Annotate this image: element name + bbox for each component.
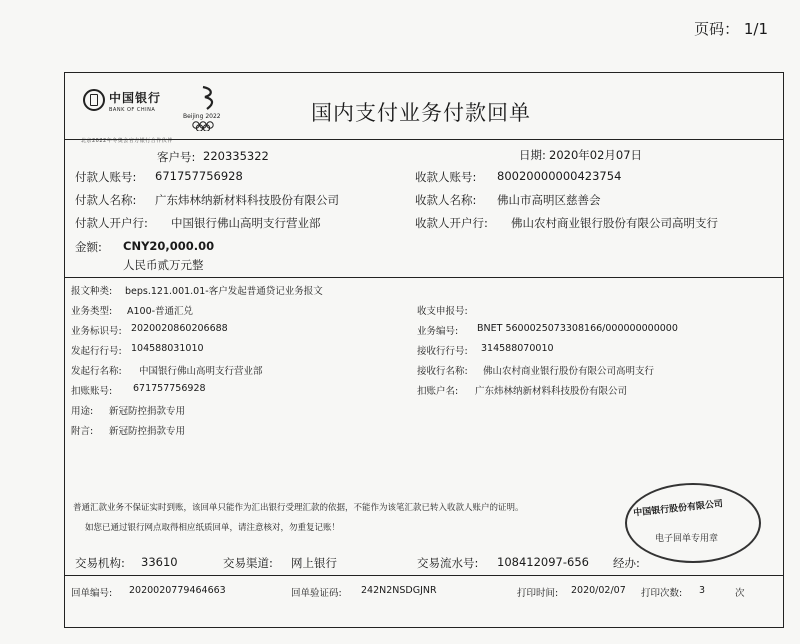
- amount-divider: [65, 277, 783, 278]
- payer-bank-label: 付款人开户行:: [75, 216, 148, 230]
- print-time-label: 打印时间:: [517, 588, 559, 599]
- footer-divider: [65, 575, 783, 576]
- stamp-bank-name: 中国银行股份有限公司: [632, 499, 724, 519]
- payer-account: 671757756928: [155, 169, 243, 183]
- serial-label: 业务编号:: [417, 326, 459, 337]
- header-divider: [65, 139, 783, 140]
- bank-name-cn: 中国银行: [109, 91, 162, 105]
- biz-id: 2020020860206688: [131, 323, 228, 334]
- document-title: 国内支付业务付款回单: [311, 101, 531, 125]
- payer-account-label: 付款人账号:: [75, 170, 137, 184]
- msg-type: beps.121.001.01-客户发起普通贷记业务报文: [125, 286, 323, 297]
- print-count-label: 打印次数:: [641, 588, 683, 599]
- txn-serial: 108412097-656: [497, 555, 589, 569]
- bank-seal-stamp: [625, 483, 761, 563]
- biz-type: A100-普通汇兑: [127, 306, 194, 317]
- txn-serial-label: 交易流水号:: [417, 556, 479, 570]
- verify-code: 242N2NSDGJNR: [361, 585, 437, 596]
- stamp-purpose: 电子回单专用章: [655, 534, 719, 544]
- debit-acct-label: 扣账账号:: [71, 386, 113, 397]
- receipt-ref-label: 收支申报号:: [417, 306, 468, 317]
- postscript-label: 附言:: [71, 426, 94, 437]
- orig-bank-name-label: 发起行名称:: [71, 366, 122, 377]
- credit-name-label: 扣账户名:: [417, 386, 459, 397]
- payee-name-label: 收款人名称:: [415, 193, 477, 207]
- payee-account-label: 收款人账号:: [415, 170, 477, 184]
- payer-bank: 中国银行佛山高明支行营业部: [171, 216, 321, 230]
- notice-line-1: 普通汇款业务不保证实时到账，该回单只能作为汇出银行受理汇款的依据，不能作为该笔汇款已转入收款人账户的证明。: [73, 503, 524, 513]
- bank-name-en: BANK OF CHINA: [109, 107, 156, 113]
- receipt-no-label: 回单编号:: [71, 588, 113, 599]
- trade-channel: 网上银行: [291, 556, 337, 570]
- trade-channel-label: 交易渠道:: [223, 556, 273, 570]
- payee-account: 80020000000423754: [497, 169, 622, 183]
- date-value: 2020年02月07日: [549, 148, 643, 162]
- debit-acct: 671757756928: [133, 383, 206, 394]
- recv-bank-name: 佛山农村商业银行股份有限公司高明支行: [483, 366, 655, 377]
- amount-label: 金额:: [75, 240, 102, 254]
- handler-label: 经办:: [613, 556, 640, 570]
- postscript: 新冠防控捐款专用: [109, 426, 186, 437]
- olympic-caption: Beijing 2022: [183, 113, 221, 120]
- amount-value: CNY20,000.00: [123, 239, 215, 253]
- print-count-unit: 次: [735, 588, 745, 599]
- trade-org-label: 交易机构:: [75, 556, 125, 570]
- purpose: 新冠防控捐款专用: [109, 406, 186, 417]
- trade-org: 33610: [141, 555, 178, 569]
- print-count: 3: [699, 585, 706, 596]
- msg-type-label: 报文种类:: [71, 286, 113, 297]
- verify-code-label: 回单验证码:: [291, 588, 342, 599]
- bank-of-china-logo-icon: [83, 89, 105, 111]
- payer-name: 广东炜林纳新材料科技股份有限公司: [155, 193, 339, 207]
- recv-bank-no-label: 接收行行号:: [417, 346, 468, 357]
- bank-logo-area: [79, 81, 279, 144]
- purpose-label: 用途:: [71, 406, 94, 417]
- print-time: 2020/02/07: [571, 585, 626, 596]
- biz-id-label: 业务标识号:: [71, 326, 122, 337]
- serial: BNET 5600025073308166/000000000000: [477, 323, 678, 334]
- payee-bank: 佛山农村商业银行股份有限公司高明支行: [511, 216, 718, 230]
- recv-bank-name-label: 接收行名称:: [417, 366, 468, 377]
- recv-bank-no: 314588070010: [481, 343, 554, 354]
- payment-receipt: [64, 72, 784, 628]
- orig-bank-no-label: 发起行行号:: [71, 346, 122, 357]
- payer-name-label: 付款人名称:: [75, 193, 137, 207]
- payee-name: 佛山市高明区慈善会: [497, 193, 601, 207]
- logo-caption: 北京2022年冬奥会官方银行合作伙伴: [81, 138, 173, 144]
- date-label: 日期:: [519, 148, 546, 162]
- receipt-no: 2020020779464663: [129, 585, 226, 596]
- credit-name: 广东炜林纳新材料科技股份有限公司: [475, 386, 628, 397]
- biz-type-label: 业务类型:: [71, 306, 113, 317]
- customer-no: 220335322: [203, 149, 269, 163]
- notice-line-2: 如您已通过银行网点取得相应纸质回单，请注意核对，勿重复记账！: [85, 523, 341, 533]
- amount-words: 人民币贰万元整: [123, 258, 204, 272]
- page-number: 页码： 1/1: [694, 20, 768, 38]
- orig-bank-no: 104588031010: [131, 343, 204, 354]
- olympic-emblem-icon: [183, 83, 231, 131]
- customer-no-label: 客户号:: [157, 150, 196, 164]
- orig-bank-name: 中国银行佛山高明支行营业部: [139, 366, 263, 377]
- payee-bank-label: 收款人开户行:: [415, 216, 488, 230]
